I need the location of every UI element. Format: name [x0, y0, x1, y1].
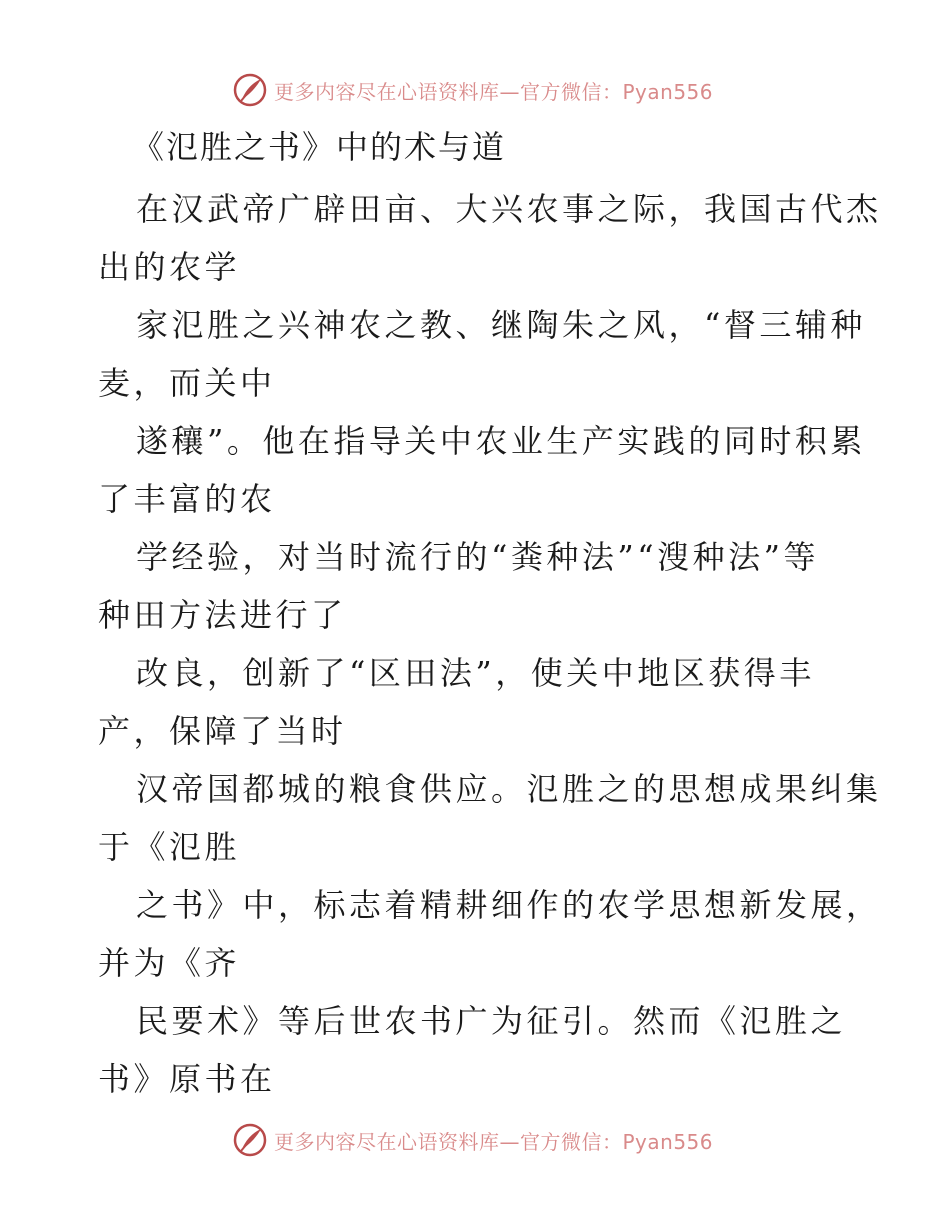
body-line: 于《氾胜: [98, 828, 241, 866]
document-body: [98, 180, 882, 1108]
body-line: 学经验，对当时流行的“粪种法”“溲种法”等: [136, 538, 819, 576]
body-line: 家氾胜之兴神农之教、继陶朱之风，“督三辅种: [136, 306, 866, 344]
body-line: 种田方法进行了: [98, 596, 347, 634]
body-line: 并为《齐: [98, 944, 241, 982]
body-line: 产，保障了当时: [98, 712, 347, 750]
body-line: 民要术》等后世农书广为征引。然而《氾胜之: [136, 1002, 847, 1040]
header-watermark-text: 更多内容尽在心语资料库—官方微信：Pyan556: [274, 79, 714, 104]
body-line: 书》原书在: [98, 1060, 276, 1098]
document-title: 《氾胜之书》中的术与道: [132, 128, 507, 166]
body-line: 在汉武帝广辟田亩、大兴农事之际，我国古代杰: [136, 190, 882, 228]
body-line: 改良，创新了“区田法”，使关中地区获得丰: [136, 654, 815, 692]
footer-watermark-banner: [232, 1120, 713, 1160]
footer-watermark-text: 更多内容尽在心语资料库—官方微信：Pyan556: [274, 1129, 714, 1154]
body-line: 汉帝国都城的粮食供应。氾胜之的思想成果纠集: [136, 770, 882, 808]
feather-pen-logo-icon: [232, 1122, 268, 1158]
body-line: 麦，而关中: [98, 364, 276, 402]
body-line: 了丰富的农: [98, 480, 276, 518]
feather-pen-logo-icon: [232, 72, 268, 108]
body-line: 之书》中，标志着精耕细作的农学思想新发展，: [136, 886, 882, 924]
body-line: 遂穰”。他在指导关中农业生产实践的同时积累: [136, 422, 866, 460]
body-line: 出的农学: [98, 248, 241, 286]
header-watermark-banner: [232, 70, 713, 110]
